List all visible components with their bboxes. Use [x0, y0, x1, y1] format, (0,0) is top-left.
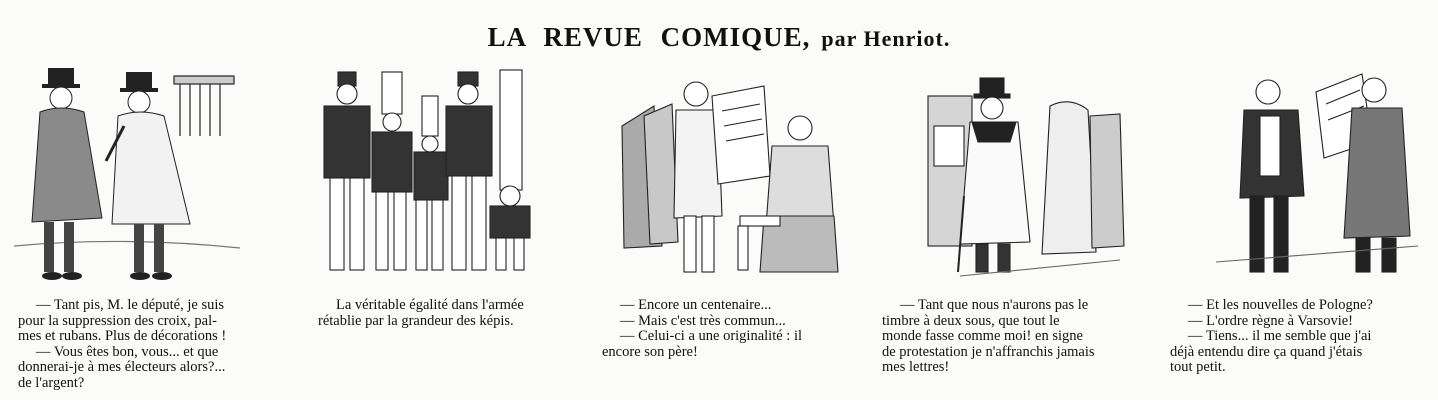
caption-line: donnerai-je à mes électeurs alors?...: [18, 359, 226, 375]
caption-line: pour la suppression des croix, pal-: [18, 312, 217, 329]
title-main: LA REVUE COMIQUE,: [487, 22, 811, 52]
caption-panel-4: [882, 298, 1144, 376]
caption-line: — Mais c'est très commun...: [620, 312, 786, 329]
caption-line: mes lettres!: [882, 359, 950, 375]
caption-line: — Vous êtes bon, vous... et que: [36, 343, 219, 360]
caption-line: — Tant pis, M. le député, je suis: [36, 297, 225, 313]
caption-line: tout petit.: [1170, 359, 1226, 375]
title-byline: par Henriot.: [821, 26, 951, 51]
caption-line: La véritable égalité dans l'armée: [336, 297, 524, 313]
caption-panel-3: [602, 298, 848, 360]
caption-line: timbre à deux sous, que tout le: [882, 312, 1060, 329]
caption-line: encore son père!: [602, 343, 698, 360]
caption-line: déjà entendu dire ça quand j'étais: [1170, 343, 1363, 360]
caption-panel-1: [18, 298, 276, 391]
caption-line: — Tant que nous n'aurons pas le: [900, 297, 1089, 313]
two-men-reading-illustration: [1206, 66, 1428, 288]
caption-line: — Celui-ci a une originalité : il: [620, 328, 803, 344]
caption-line: monde fasse comme moi! en signe: [882, 328, 1083, 344]
soldiers-in-tall-kepis-illustration: [306, 66, 546, 288]
caption-line: — Encore un centenaire...: [620, 297, 772, 313]
caption-line: — Et les nouvelles de Pologne?: [1188, 297, 1373, 313]
caption-panel-2: [318, 298, 580, 329]
caption-line: de protestation je n'affranchis jamais: [882, 343, 1095, 360]
gentleman-in-fur-coat-illustration: [920, 66, 1146, 288]
man-reading-newspaper-illustration: [614, 66, 846, 288]
caption-panel-5: [1170, 298, 1426, 376]
caption-line: rétablie par la grandeur des képis.: [318, 312, 514, 329]
caption-line: mes et rubans. Plus de décorations !: [18, 328, 227, 344]
two-gentlemen-in-top-hats-illustration: [14, 66, 240, 288]
page-title: [0, 22, 1438, 53]
caption-line: — Tiens... il me semble que j'ai: [1188, 328, 1372, 344]
caption-line: de l'argent?: [18, 374, 85, 391]
caption-line: — L'ordre règne à Varsovie!: [1188, 312, 1354, 329]
